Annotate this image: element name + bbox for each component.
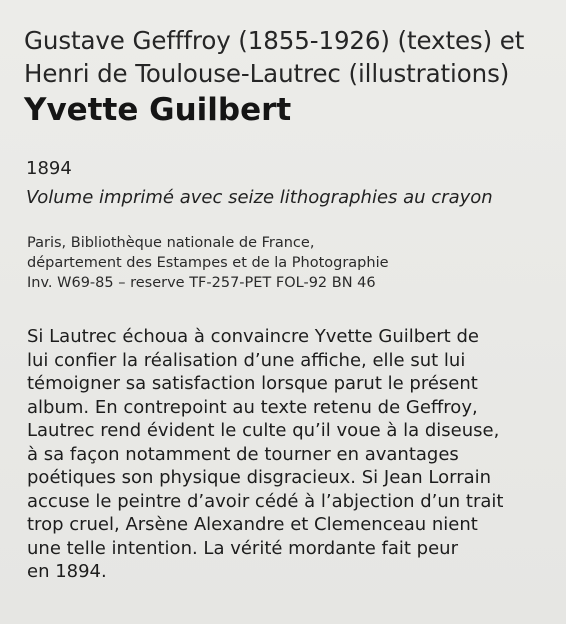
inventory-line: Inv. W69-85 – reserve TF-257-PET FOL-92 BN 46 [27,275,376,291]
description-line: une telle intention. La vérité mordante fait peur [27,537,458,559]
collection-line: Paris, Bibliothèque nationale de France, [27,235,315,251]
description-line: lui confier la réalisation d’une affiche, elle sut lui [27,349,466,371]
description-line: témoigner sa satisfaction lorsque parut le présent [27,373,478,394]
description [27,325,503,584]
collection-line: département des Estampes et de la Photographie [27,255,389,271]
description-line: Si Lautrec échoua à convaincre Yvette Guilbert de [27,326,479,347]
artwork-medium: Volume imprimé avec seize lithographies au crayon [26,187,493,208]
description-line: Lautrec rend évident le culte qu’il voue à la diseuse, [27,420,500,441]
description-line: album. En contrepoint au texte retenu de Geffroy, [27,396,478,418]
description-line: à sa façon notamment de tourner en avantages [27,443,459,465]
collection-info [27,233,389,293]
authors [24,24,554,90]
artwork-title: Yvette Guilbert [24,92,292,128]
description-line: accuse le peintre d’avoir cédé à l’abjection d’un trait [27,490,504,512]
author-line: Gustave Gefffroy (1855-1926) (textes) et [24,26,525,55]
description-line: poétiques son physique disgracieux. Si Jean Lorrain [27,467,492,488]
description-line: en 1894. [27,561,107,582]
artwork-date: 1894 [26,158,72,179]
author-line: Henri de Toulouse-Lautrec (illustrations) [24,59,510,88]
description-line: trop cruel, Arsène Alexandre et Clemenceau nient [27,514,478,535]
